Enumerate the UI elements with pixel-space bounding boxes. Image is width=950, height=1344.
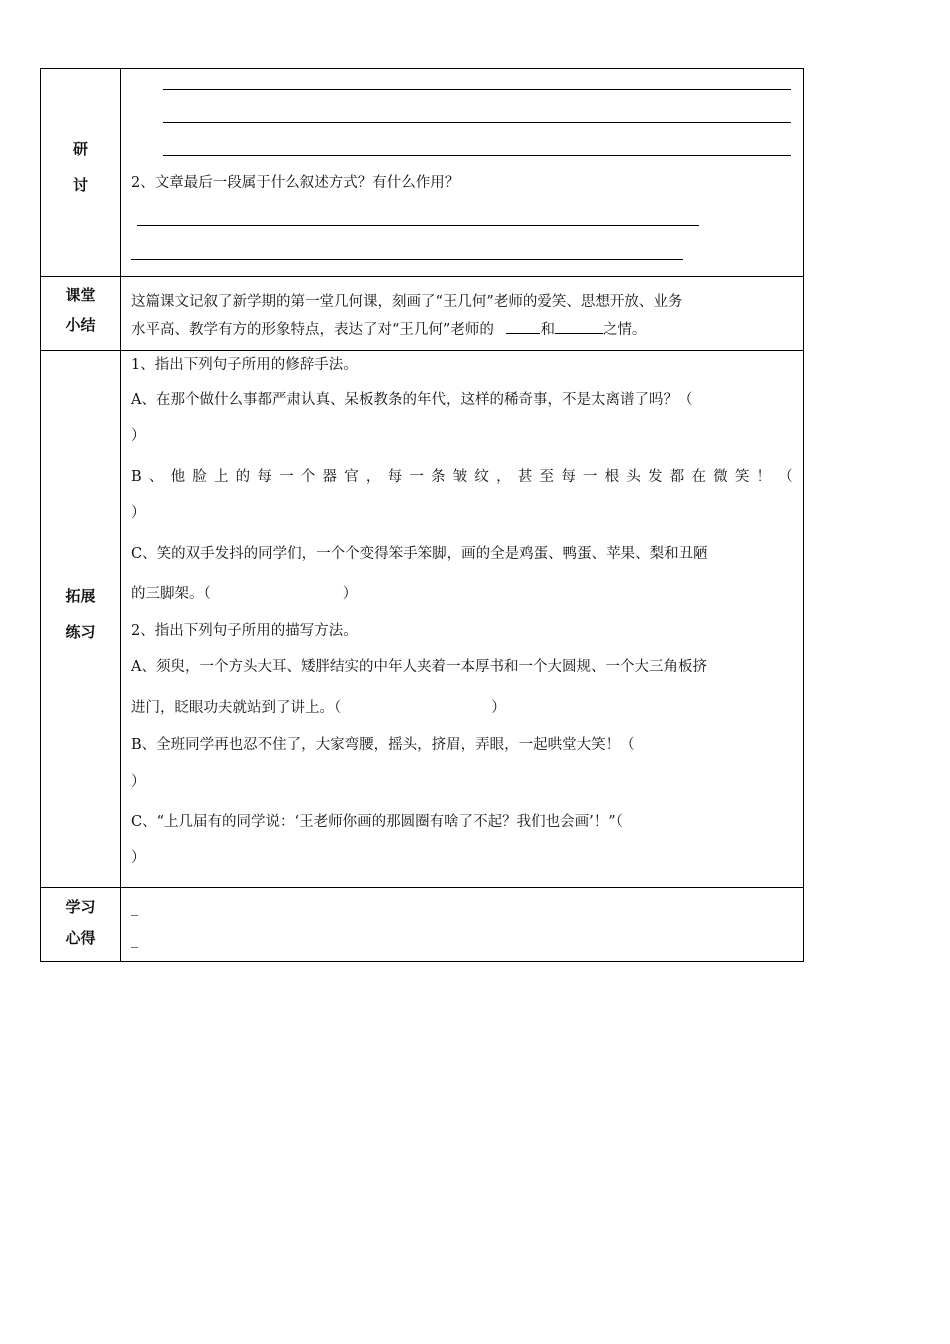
label-learning-reflection bbox=[41, 888, 121, 961]
row-learning-reflection bbox=[41, 888, 803, 961]
exercise-1b-char: 都 bbox=[669, 469, 685, 485]
fill-blank[interactable] bbox=[555, 333, 603, 334]
exercise-1b-char: 条 bbox=[431, 469, 446, 485]
exercise-1b bbox=[131, 467, 793, 487]
exercise-2-title: 2、指出下列句子所用的描写方法。 bbox=[131, 623, 358, 639]
exercise-1-title: 1、指出下列句子所用的修辞手法。 bbox=[131, 357, 358, 373]
exercise-1a-close: ） bbox=[131, 428, 146, 444]
exercise-1b-char: 根 bbox=[604, 469, 620, 485]
exercise-1b-char: 、 bbox=[148, 469, 164, 485]
lesson-table bbox=[40, 68, 804, 962]
question-2: 2、文章最后一段属于什么叙述方式？有什么作用？ bbox=[131, 175, 460, 191]
exercise-1b-char: 每 bbox=[561, 469, 576, 485]
exercise-1b-char: B bbox=[131, 469, 142, 485]
exercise-1b-char: 甚 bbox=[517, 469, 533, 485]
answer-line[interactable] bbox=[131, 259, 683, 260]
exercise-1b-char: 官 bbox=[344, 469, 359, 485]
exercise-1b-char: 在 bbox=[691, 469, 706, 485]
exercise-1b-char: 至 bbox=[539, 469, 555, 485]
exercise-2a: A、须臾，一个方头大耳、矮胖结实的中年人夹着一本厚书和一个大圆规、一个大三角板挤 bbox=[131, 659, 707, 675]
exercise-1b-char: 每 bbox=[387, 469, 403, 485]
exercise-1b-char: （ bbox=[778, 469, 793, 485]
summary-line-2: 水平高、教学有方的形象特点，表达了对“王几何”老师的 和 之情。 bbox=[131, 322, 647, 338]
summary-line-1: 这篇课文记叙了新学期的第一堂几何课，刻画了“王几何”老师的爱笑、思想开放、业务 bbox=[131, 294, 683, 310]
exercise-1b-char: 笑 bbox=[734, 469, 750, 485]
exercise-1b-char: 头 bbox=[626, 469, 641, 485]
row-class-summary bbox=[41, 277, 803, 351]
label-research-discussion bbox=[41, 69, 121, 276]
answer-line[interactable] bbox=[163, 122, 791, 123]
exercise-1b-char: 每 bbox=[257, 469, 272, 485]
label-class: 课堂 bbox=[65, 286, 96, 304]
exercise-1b-char: ！ bbox=[756, 469, 772, 485]
label-research: 研 bbox=[72, 140, 88, 158]
exercise-1b-char: 一 bbox=[279, 469, 294, 485]
exercise-2b-close: ） bbox=[131, 774, 146, 790]
exercise-1b-char: 他 bbox=[170, 469, 186, 485]
answer-line[interactable] bbox=[163, 155, 791, 156]
label-discussion: 讨 bbox=[72, 176, 88, 194]
content-learning-reflection[interactable] bbox=[121, 888, 803, 961]
reflection-line-2[interactable]: _ bbox=[131, 932, 139, 948]
label-summary: 小结 bbox=[65, 316, 96, 334]
exercise-2b: B、全班同学再也忍不住了，大家弯腰，摇头，挤眉，弄眼，一起哄堂大笑！（ bbox=[131, 737, 635, 753]
content-extended-practice bbox=[121, 351, 803, 887]
exercise-1b-char: 皱 bbox=[452, 469, 468, 485]
exercise-1c-line2: 的三脚架。（ ） bbox=[131, 586, 358, 602]
exercise-1b-char: 微 bbox=[713, 469, 728, 485]
content-research-discussion bbox=[121, 69, 803, 276]
exercise-1b-char: 的 bbox=[235, 469, 251, 485]
row-extended-practice bbox=[41, 351, 803, 888]
reflection-line-1[interactable]: _ bbox=[131, 900, 139, 916]
fill-blank[interactable] bbox=[506, 333, 540, 334]
exercise-1b-char: ， bbox=[496, 469, 511, 485]
label-extended-practice bbox=[41, 351, 121, 887]
label-extended: 拓展 bbox=[65, 587, 96, 605]
exercise-1b-char: 一 bbox=[409, 469, 424, 485]
answer-line[interactable] bbox=[137, 225, 699, 226]
answer-line[interactable] bbox=[163, 89, 791, 90]
content-class-summary bbox=[121, 277, 803, 350]
exercise-1a: A、在那个做什么事都严肃认真、呆板教条的年代，这样的稀奇事，不是太离谱了吗？（ bbox=[131, 392, 693, 408]
label-practice: 练习 bbox=[65, 623, 96, 641]
exercise-1b-char: 发 bbox=[648, 469, 663, 485]
exercise-1b-char: ， bbox=[365, 469, 381, 485]
exercise-1c: C、笑的双手发抖的同学们，一个个变得笨手笨脚，画的全是鸡蛋、鸭蛋、苹果、梨和丑陋 bbox=[131, 546, 708, 562]
exercise-1b-char: 上 bbox=[213, 469, 229, 485]
label-class-summary bbox=[41, 277, 121, 350]
exercise-1b-char: 脸 bbox=[192, 469, 207, 485]
exercise-1b-char: 纹 bbox=[474, 469, 489, 485]
row-research-discussion bbox=[41, 69, 803, 277]
exercise-1b-close: ） bbox=[131, 505, 146, 521]
exercise-1b-char: 一 bbox=[582, 469, 598, 485]
exercise-2c: C、“上几届有的同学说：‘王老师你画的那圆圈有啥了不起？我们也会画’！”（ bbox=[131, 814, 623, 830]
exercise-2a-line2: 进门，眨眼功夫就站到了讲上。（ ） bbox=[131, 700, 506, 716]
label-learning: 学习 bbox=[65, 898, 96, 916]
label-reflection: 心得 bbox=[65, 929, 96, 947]
exercise-1b-char: 器 bbox=[322, 469, 337, 485]
exercise-1b-char: 个 bbox=[300, 469, 316, 485]
exercise-2c-close: ） bbox=[131, 850, 146, 866]
